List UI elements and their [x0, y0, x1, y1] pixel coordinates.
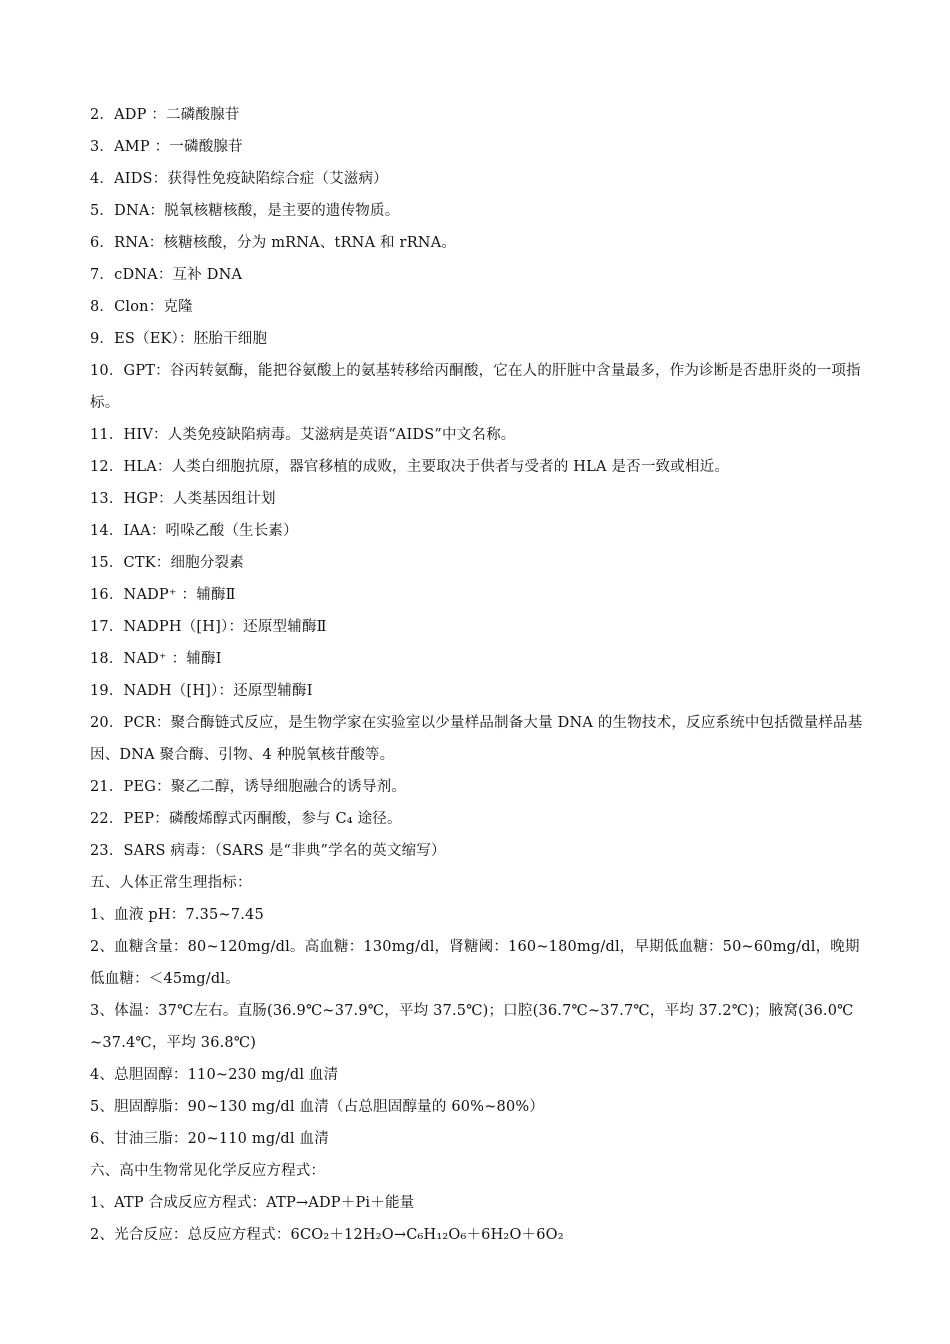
text-line-aids: 4．AIDS：获得性免疫缺陷综合症（艾滋病） [90, 171, 388, 187]
text-line-blood-ph: 1、血液 pH：7.35~7.45 [90, 907, 264, 923]
text-line-es: 9．ES（EK）：胚胎干细胞 [90, 331, 268, 347]
text-line-adp: 2．ADP ：二磷酸腺苷 [90, 107, 240, 123]
text-line-pep: 22．PEP：磷酸烯醇式丙酮酸，参与 C₄ 途径。 [90, 811, 402, 827]
text-line-pcr: 20．PCR：聚合酶链式反应，是生物学家在实验室以少量样品制备大量 DNA 的生物技术，反应系统中包括微量样品基因、DNA 聚合酶、引物、4 种脱氧核苷酸等。 [90, 715, 863, 763]
text-line-peg: 21．PEG：聚乙二醇，诱导细胞融合的诱导剂。 [90, 779, 406, 795]
text-line-cdna: 7．cDNA：互补 DNA [90, 267, 243, 283]
section-heading-reactions: 六、高中生物常见化学反应方程式： [90, 1163, 326, 1179]
text-line-photosynthesis: 2、光合反应：总反应方程式：6CO₂＋12H₂O→C₆H₁₂O₆＋6H₂O＋6O₂ [90, 1227, 564, 1243]
text-line-amp: 3．AMP ：一磷酸腺苷 [90, 139, 243, 155]
text-line-nad: 18．NAD⁺ ：辅酶Ⅰ [90, 651, 222, 667]
text-line-dna: 5．DNA：脱氧核糖核酸，是主要的遗传物质。 [90, 203, 400, 219]
text-line-cholesterol: 4、总胆固醇：110~230 mg/dl 血清 [90, 1067, 339, 1083]
text-line-sars: 23．SARS 病毒：（SARS 是“非典”学名的英文缩写） [90, 843, 446, 859]
text-line-blood-sugar: 2、血糖含量：80~120mg/dl。高血糖：130mg/dl，肾糖阈：160~180mg/dl，早期低血糖：50~60mg/dl，晚期低血糖：＜45mg/dl。 [90, 939, 860, 987]
text-line-gpt: 10．GPT：谷丙转氨酶，能把谷氨酸上的氨基转移给丙酮酸，它在人的肝脏中含量最多，作为诊断是否患肝炎的一项指标。 [90, 363, 861, 411]
text-line-cholesterol-ester: 5、胆固醇脂：90~130 mg/dl 血清（占总胆固醇量的 60%~80%） [90, 1099, 545, 1115]
text-line-ctk: 15．CTK：细胞分裂素 [90, 555, 244, 571]
document-body [90, 99, 865, 1251]
section-heading-physiology: 五、人体正常生理指标： [90, 875, 252, 891]
text-line-iaa: 14．IAA：吲哚乙酸（生长素） [90, 523, 298, 539]
text-line-clon: 8．Clon：克隆 [90, 299, 193, 315]
text-line-triglyceride: 6、甘油三脂：20~110 mg/dl 血清 [90, 1131, 329, 1147]
text-line-nadp: 16．NADP⁺ ：辅酶Ⅱ [90, 587, 236, 603]
text-line-nadh: 19．NADH（[H]）：还原型辅酶Ⅰ [90, 683, 313, 699]
text-line-hiv: 11．HIV：人类免疫缺陷病毒。艾滋病是英语“AIDS”中文名称。 [90, 427, 516, 443]
text-line-hgp: 13．HGP：人类基因组计划 [90, 491, 276, 507]
text-line-hla: 12．HLA：人类白细胞抗原，器官移植的成败，主要取决于供者与受者的 HLA 是否一致或相近。 [90, 459, 730, 475]
text-line-rna: 6．RNA：核糖核酸，分为 mRNA、tRNA 和 rRNA。 [90, 235, 457, 251]
text-line-body-temp: 3、体温：37℃左右。直肠(36.9℃~37.9℃，平均 37.5℃)；口腔(36.7℃~37.7℃，平均 37.2℃)；腋窝(36.0℃~37.4℃，平均 36.8℃) [90, 1003, 854, 1051]
text-line-nadph: 17．NADPH（[H]）：还原型辅酶Ⅱ [90, 619, 327, 635]
text-line-atp-reaction: 1、ATP 合成反应方程式：ATP→ADP＋Pi＋能量 [90, 1195, 415, 1211]
